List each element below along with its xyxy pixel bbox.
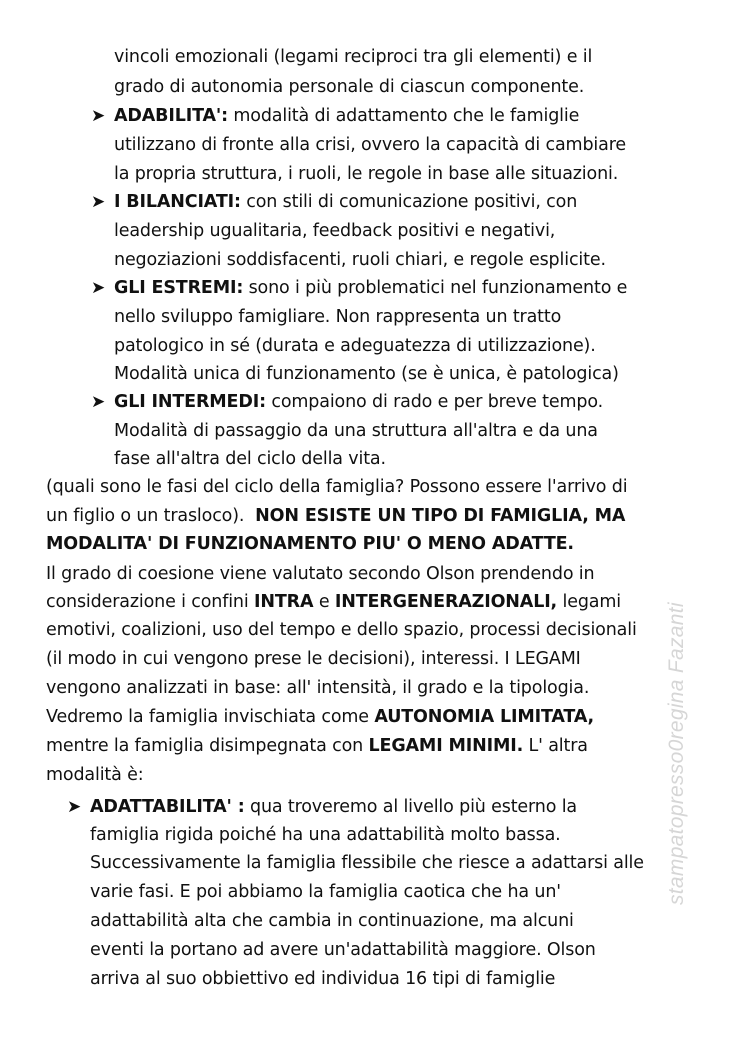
bullet-estremi-line-2: nello sviluppo famigliare. Non rappresenta un tratto (114, 307, 562, 327)
body-text: mentre la famiglia disimpegnata con (46, 736, 364, 756)
arrow-bullet-icon: ➤ (91, 392, 106, 412)
bullet-adabilita-line-3: la propria struttura, i ruoli, le regole in base alle situazioni. (114, 164, 619, 184)
intro-line-1: vincoli emozionali (legami reciproci tra gli elementi) e il (114, 47, 593, 67)
term-bilanciati: I BILANCIATI: (114, 192, 241, 212)
body-text: considerazione i confini (46, 592, 249, 612)
bullet-bilanciati-line-2: leadership ugualitaria, feedback positivi e negativi, (114, 221, 556, 241)
bullet-adattabilita-line-2: famiglia rigida poiché ha una adattabilità molto bassa. (90, 825, 561, 845)
bullet-adattabilita-line-7: arriva al suo obbiettivo ed individua 16 tipi di famiglie (90, 969, 556, 989)
bullet-text: modalità di adattamento che le famiglie (233, 106, 580, 126)
body-text: L' altra (528, 736, 588, 756)
intro-line-2: grado di autonomia personale di ciascun componente. (114, 77, 585, 97)
bullet-estremi-line-4: Modalità unica di funzionamento (se è unica, è patologica) (114, 364, 619, 384)
arrow-bullet-icon: ➤ (67, 797, 82, 817)
body-line-p6 (46, 704, 594, 730)
term-adattabilita: ADATTABILITA' : (90, 797, 245, 817)
bullet-bilanciati-line-3: negoziazioni soddisfacenti, ruoli chiari, e regole esplicite. (114, 250, 606, 270)
body-line-q2 (46, 503, 625, 529)
emphasis-heading: NON ESISTE UN TIPO DI FAMIGLIA, MA (255, 506, 626, 526)
bullet-adabilita-line-2: utilizzano di fronte alla crisi, ovvero la capacità di cambiare (114, 135, 626, 155)
emphasis-heading-line-2: MODALITA' DI FUNZIONAMENTO PIU' O MENO ADATTE. (46, 534, 574, 554)
watermark: stampatopresso0regina Fazanti (665, 602, 688, 905)
bullet-text: con stili di comunicazione positivi, con (246, 192, 578, 212)
bullet-text: sono i più problematici nel funzionamento e (248, 278, 628, 298)
term-intermedi: GLI INTERMEDI: (114, 392, 266, 412)
bullet-intermedi-line-3: fase all'altra del ciclo della vita. (114, 449, 386, 469)
body-text: e (318, 592, 330, 612)
bullet-adattabilita-line-3: Successivamente la famiglia flessibile che riesce a adattarsi alle (90, 853, 644, 873)
bullet-estremi-line-1 (114, 275, 627, 301)
body-line-p2 (46, 589, 621, 615)
bullet-adabilita-line-1 (114, 103, 579, 129)
arrow-bullet-icon: ➤ (91, 106, 106, 126)
bullet-adattabilita-line-1 (90, 794, 577, 820)
body-line-p1: Il grado di coesione viene valutato secondo Olson prendendo in (46, 564, 595, 584)
body-text: legami (562, 592, 621, 612)
bullet-text: compaiono di rado e per breve tempo. (271, 392, 604, 412)
emphasis-intergenerazionali: INTERGENERAZIONALI, (334, 592, 558, 612)
bullet-intermedi-line-2: Modalità di passaggio da una struttura all'altra e da una (114, 421, 598, 441)
body-line-p8: modalità è: (46, 765, 144, 785)
body-text: Vedremo la famiglia invischiata come (46, 707, 369, 727)
emphasis-autonomia-limitata: AUTONOMIA LIMITATA, (374, 707, 595, 727)
body-line-q1: (quali sono le fasi del ciclo della famiglia? Possono essere l'arrivo di (46, 477, 628, 497)
term-estremi: GLI ESTREMI: (114, 278, 244, 298)
bullet-estremi-line-3: patologico in sé (durata e adeguatezza di utilizzazione). (114, 336, 596, 356)
bullet-adattabilita-line-5: adattabilità alta che cambia in continuazione, ma alcuni (90, 911, 574, 931)
body-line-p4: (il modo in cui vengono prese le decisioni), interessi. I LEGAMI (46, 649, 581, 669)
bullet-adattabilita-line-4: varie fasi. E poi abbiamo la famiglia caotica che ha un' (90, 882, 561, 902)
body-line-p3: emotivi, coalizioni, uso del tempo e dello spazio, processi decisionali (46, 620, 637, 640)
arrow-bullet-icon: ➤ (91, 192, 106, 212)
bullet-bilanciati-line-1 (114, 189, 577, 215)
body-text: un figlio o un trasloco). (46, 506, 245, 526)
arrow-bullet-icon: ➤ (91, 278, 106, 298)
bullet-text: qua troveremo al livello più esterno la (249, 797, 577, 817)
body-line-p7 (46, 733, 588, 759)
body-line-p5: vengono analizzati in base: all' intensità, il grado e la tipologia. (46, 678, 590, 698)
bullet-adattabilita-line-6: eventi la portano ad avere un'adattabilità maggiore. Olson (90, 940, 596, 960)
emphasis-legami-minimi: LEGAMI MINIMI. (368, 736, 524, 756)
emphasis-intra: INTRA (254, 592, 314, 612)
term-adabilita: ADABILITA': (114, 106, 228, 126)
bullet-intermedi-line-1 (114, 389, 603, 415)
